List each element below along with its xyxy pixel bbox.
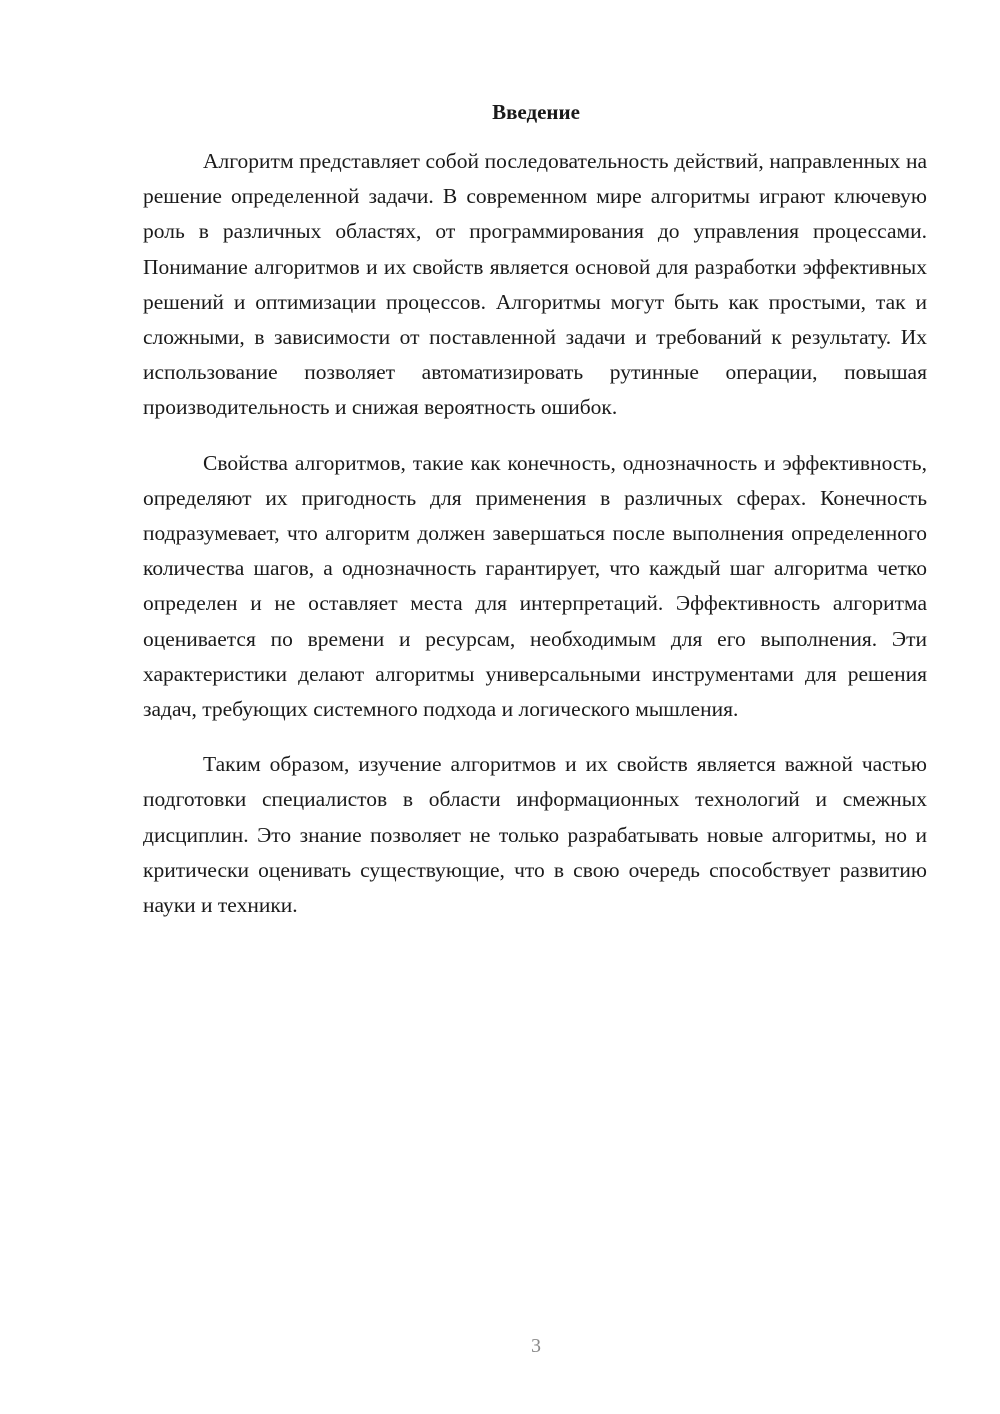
section-title: Введение — [492, 100, 580, 124]
paragraph-1: Алгоритм представляет собой последовательность действий, направленных на решение определенной задачи. В современном мире алгоритмы играют ключевую роль в различных областях, от программирования до управления процессами. Понимание алгоритмов и их свойств является основой для разработки эффективных решений и оптимизации процессов. Алгоритмы могут быть как простыми, так и сложными, в зависимости от поставленной задачи и требований к результату. Их использование позволяет автоматизировать рутинные операции, повышая производительность и снижая вероятность ошибок. — [143, 149, 927, 420]
paragraph-3: Таким образом, изучение алгоритмов и их свойств является важной частью подготовки специалистов в области информационных технологий и смежных дисциплин. Это знание позволяет не только разрабатывать новые алгоритмы, но и критически оценивать существующие, что в свою очередь способствует развитию науки и техники. — [143, 752, 927, 918]
page-number: 3 — [531, 1335, 541, 1357]
paragraph-2: Свойства алгоритмов, такие как конечность, однозначность и эффективность, определяют их пригодность для применения в различных сферах. Конечность подразумевает, что алгоритм должен завершаться после выполнения определенного количества шагов, а однозначность гарантирует, что каждый шаг алгоритма четко определен и не оставляет места для интерпретаций. Эффективность алгоритма оценивается по времени и ресурсам, необходимым для его выполнения. Эти характеристики делают алгоритмы универсальными инструментами для решения задач, требующих системного подхода и логического мышления. — [143, 450, 927, 722]
document-body — [143, 144, 927, 943]
